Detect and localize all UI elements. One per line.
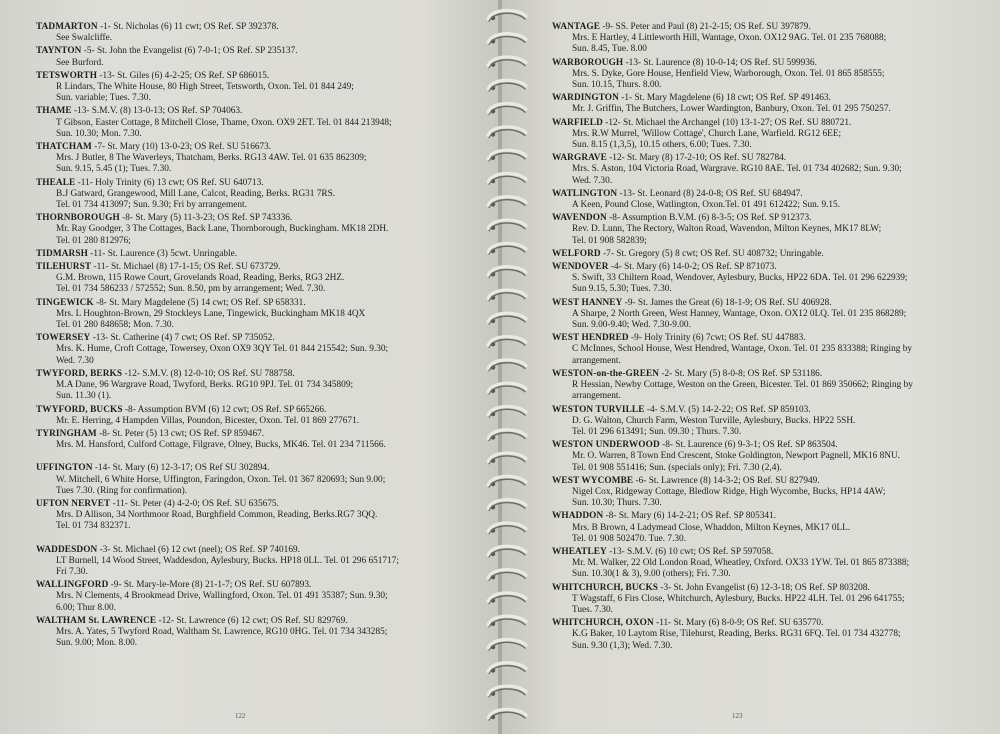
entry-heading [552, 511, 992, 522]
tower-name: WALTHAM St. LAWRENCE [36, 615, 157, 626]
spiral-ring [488, 57, 526, 68]
directory-entry [36, 545, 476, 579]
entry-heading [36, 22, 476, 33]
spiral-ring [488, 127, 526, 138]
contact-line: LT Burnell, 14 Wood Street, Waddesdon, Aylesbury, Bucks. HP18 0LL. Tel. 01 296 651717; [56, 555, 399, 566]
tower-name: UFFINGTON [36, 463, 93, 474]
contact-line: Sun. 10.30(1 & 3), 9.00 (others); Fri. 7.30. [572, 569, 731, 580]
contact-line: Mrs. R.W Murrel, 'Willow Cottage', Church Lane, Warfield. RG12 6EE; [572, 128, 842, 139]
contact-line: T Gibson, Easter Cottage, 8 Mitchell Close, Thame, Oxon. OX9 2ET. Tel. 01 844 213948; [56, 117, 392, 128]
directory-entry [552, 118, 992, 152]
entry-heading [552, 22, 992, 33]
entry-heading [552, 118, 992, 129]
spiral-ring [488, 639, 526, 650]
tower-details: -1- St. Mary Magdelene (6) 18 cwt; OS Ref. SP 491463. [618, 93, 831, 104]
contact-line: 6.00; Thur 8.00. [56, 602, 116, 613]
contact-line: Tel. 01 280 848658; Mon. 7.30. [56, 320, 174, 331]
directory-entry [36, 46, 476, 68]
contact-line: B.J Gatward, Grangewood, Mill Lane, Calcot, Reading, Berks. RG31 7RS. [56, 188, 336, 199]
entry-heading [552, 369, 992, 380]
tower-details: -4- St. Mary (6) 14-0-2; OS Ref. SP 871073. [608, 262, 777, 273]
spiral-ring [488, 430, 526, 441]
contact-line: Tel. 01 908 551416; Sun. (specials only); Fri. 7.30 (2,4). [572, 462, 782, 473]
contact-line: Tues 7.30. (Ring for confirmation). [56, 485, 188, 496]
tower-name: WENDOVER [552, 262, 609, 273]
entry-heading [36, 142, 476, 153]
left-page [0, 0, 498, 734]
tower-details: -11- Holy Trinity (6) 13 cwt; OS Ref. SU 640713. [75, 177, 264, 188]
contact-line: Mr. Ray Goodger, 3 The Cottages, Back Lane, Thornborough, Buckingham. MK18 2DH. [56, 224, 389, 235]
contact-line: Mrs. E Hartley, 4 Littleworth Hill, Wantage, Oxon. OX12 9AG. Tel. 01 235 768088; [572, 33, 887, 44]
contact-line: Sun. 9.30 (1,3); Wed. 7.30. [572, 640, 673, 651]
spiral-ring [488, 546, 526, 557]
tower-details: -8- St. Peter (5) 13 cwt; OS Ref. SP 859467. [96, 428, 265, 439]
contact-line: D. G. Walton, Church Farm, Weston Turville, Aylesbury, Bucks. HP22 5SH. [572, 415, 856, 426]
entry-heading [552, 262, 992, 273]
contact-line: T Wagstaff, 6 Firs Close, Whitchurch, Aylesbury, Bucks. HP22 4LH. Tel. 01 296 641755; [572, 593, 905, 604]
spiral-ring [488, 523, 526, 534]
directory-entry [36, 499, 476, 533]
tower-details: -9- St. Mary-le-More (8) 21-1-7; OS Ref. SU 607893. [108, 580, 312, 591]
tower-name: WELFORD [552, 248, 601, 259]
contact-line: Mrs. S. Dyke, Gore House, Henfield View, Warborough, Oxon. Tel. 01 865 858555; [572, 68, 885, 79]
tower-name: TILEHURST [36, 262, 92, 273]
directory-entry [552, 618, 992, 652]
entry-heading [36, 405, 476, 416]
contact-line: Sun. 9.00; Mon. 8.00. [56, 638, 138, 649]
directory-entry [36, 262, 476, 296]
contact-line: R Lindars, The White House, 80 High Street, Tetsworth, Oxon. Tel. 01 844 249; [56, 82, 354, 93]
tower-name: WHEATLEY [552, 546, 607, 557]
contact-line: Mr. O. Warren, 8 Town End Crescent, Stoke Goldington, Newport Pagnell, MK16 8NU. [572, 451, 901, 462]
spiral-ring [488, 663, 526, 674]
contact-line: R Hessian, Newby Cottage, Weston on the Green, Bicester. Tel. 01 869 350662; Ringing by [572, 380, 913, 391]
spiral-ring [488, 104, 526, 115]
directory-entry [552, 213, 992, 247]
spiral-ring [488, 337, 526, 348]
contact-line: Mrs. D Allison, 34 Northmoor Road, Burghfield Common, Reading, Berks.RG7 3QQ. [56, 510, 378, 521]
entry-heading [36, 46, 476, 57]
tower-details: -8- St. Laurence (6) 9-3-1; OS Ref. SP 863504. [659, 440, 838, 451]
tower-name: TETSWORTH [36, 70, 98, 81]
tower-name: TADMARTON [36, 22, 98, 32]
spiral-ring [488, 34, 526, 45]
tower-name: WANTAGE [552, 22, 601, 32]
contact-line: Wed. 7.30. [572, 175, 613, 186]
spiral-ring [488, 313, 526, 324]
directory-entry [552, 249, 992, 260]
directory-entry [552, 440, 992, 474]
contact-line: Sun. 8.15 (1,3,5), 10.15 others, 6.00; Tues. 7.30. [572, 140, 752, 151]
contact-line: Mr. E. Herring, 4 Hampden Villas, Poundon, Bicester, Oxon. Tel. 01 869 277671. [56, 415, 360, 426]
spiral-ring [488, 406, 526, 417]
directory-entry [552, 511, 992, 545]
tower-details: -8- St. Mary (6) 14-2-21; OS Ref. SP 805341. [603, 511, 777, 522]
tower-details: -13- St. Leonard (8) 24-0-8; OS Ref. SU 684947. [617, 188, 803, 199]
directory-entry [552, 298, 992, 332]
spiral-ring [488, 476, 526, 487]
entry-heading [552, 298, 992, 309]
spiral-ring [488, 686, 526, 697]
tower-details: -5- St. John the Evangelist (6) 7-0-1; OS Ref. SP 235137. [81, 46, 298, 57]
left-page-number: 122 [235, 712, 246, 720]
tower-details: -14- St. Mary (6) 12-3-17; OS Ref SU 302894. [92, 463, 270, 474]
tower-details: -3- St. John Evangelist (6) 12-3-18; OS Ref. SP 803208. [658, 582, 870, 593]
directory-entry [36, 616, 476, 650]
contact-line: A Keen, Pound Close, Watlington, Oxon.Tel. 01 491 612422; Sun. 9.15. [572, 200, 841, 211]
directory-entry [552, 262, 992, 296]
directory-entry [552, 93, 992, 115]
contact-line: M.A Dane, 96 Wargrave Road, Twyford, Berks. RG10 9PJ. Tel. 01 734 345809; [56, 380, 354, 391]
tower-details: -12- S.M.V. (8) 12-0-10; OS Ref. SU 788758. [122, 368, 295, 379]
contact-line: Tel. 01 734 413097; Sun. 9.30; Fri by arrangement. [56, 200, 247, 211]
contact-line: Sun. 10.30; Mon. 7.30. [56, 128, 142, 139]
contact-line: Sun. variable; Tues. 7.30. [56, 93, 151, 104]
left-page-entries [36, 22, 476, 651]
entry-heading [36, 71, 476, 82]
tower-details: -13- St. Catherine (4) 7 cwt; OS Ref. SP 735052. [90, 333, 275, 344]
tower-name: WHITCHURCH, OXON [552, 618, 654, 629]
tower-name: WHADDON [552, 511, 604, 522]
directory-entry [36, 405, 476, 427]
directory-entry [36, 178, 476, 212]
directory-entry [552, 22, 992, 56]
contact-line: Sun. 8.45, Tue. 8.00 [572, 44, 647, 55]
tower-name: WATLINGTON [552, 188, 618, 199]
entry-heading [552, 618, 992, 629]
entry-heading [552, 333, 992, 344]
tower-name: WESTON UNDERWOOD [552, 440, 660, 451]
entry-heading [36, 429, 476, 440]
directory-entry [36, 333, 476, 367]
section-gap [36, 535, 476, 545]
spiral-ring [488, 709, 526, 720]
tower-details: -12- St. Lawrence (6) 12 cwt; OS Ref. SU 829769. [156, 615, 348, 626]
tower-name: TINGEWICK [36, 297, 94, 308]
contact-line: Sun. 9.00-9.40; Wed. 7.30-9.00. [572, 320, 691, 331]
contact-line: Wed. 7.30 [56, 355, 94, 366]
tower-name: THATCHAM [36, 142, 92, 153]
tower-name: WARFIELD [552, 117, 603, 128]
tower-name: WARGRAVE [552, 153, 607, 164]
tower-name: WESTON-on-the-GREEN [552, 368, 660, 379]
tower-name: WAVENDON [552, 213, 607, 224]
tower-details: -11- St. Peter (4) 4-2-0; OS Ref. SU 635675. [110, 498, 279, 509]
contact-line: Mr. J. Griffin, The Butchers, Lower Wardington, Banbury, Oxon. Tel. 01 295 750257. [572, 104, 891, 115]
directory-entry [36, 298, 476, 332]
contact-line: Tel. 01 734 832371. [56, 521, 131, 532]
contact-line: K.G Baker, 10 Laytom Rise, Tilehurst, Reading, Berks. RG31 6FQ. Tel. 01 734 432778; [572, 629, 901, 640]
spiral-ring [488, 383, 526, 394]
right-page-entries [552, 22, 992, 654]
entry-heading [552, 249, 992, 260]
tower-details: -1- St. Nicholas (6) 11 cwt; OS Ref. SP 392378. [97, 22, 279, 32]
entry-heading [552, 189, 992, 200]
spiral-ring [488, 10, 526, 21]
tower-name: TYRINGHAM [36, 428, 97, 439]
tower-details: -8- St. Mary (5) 11-3-23; OS Ref. SP 743336. [119, 213, 293, 224]
entry-heading [36, 262, 476, 273]
contact-line: Mrs. M. Hansford, Culford Cottage, Filgrave, Olney, Bucks, MK46. Tel. 01 234 711566. [56, 440, 386, 451]
tower-details: -6- St. Lawrence (8) 14-3-2; OS Ref. SU 827949. [633, 475, 820, 486]
entry-heading [36, 616, 476, 627]
entry-heading [552, 58, 992, 69]
tower-details: -8- St. Mary Magdelene (5) 14 cwt; OS Ref. SP 658331. [93, 297, 306, 308]
tower-name: TWYFORD, BUCKS [36, 404, 123, 415]
contact-line: W. Mitchell, 6 White Horse, Uffington, Faringdon, Oxon. Tel. 01 367 820693; Sun 9.00; [56, 474, 386, 485]
contact-line: Tues. 7.30. [572, 604, 613, 615]
contact-line: Rev. D. Lunn, The Rectory, Walton Road, Wavendon, Milton Keynes, MK17 8LW; [572, 224, 882, 235]
contact-line: Fri 7.30. [56, 566, 88, 577]
contact-line: Tel. 01 296 613491; Sun. 09.30 ; Thurs. 7.30. [572, 426, 742, 437]
contact-line: arrangement. [572, 391, 621, 402]
tower-name: WEST HENDRED [552, 333, 629, 344]
tower-name: WESTON TURVILLE [552, 404, 645, 415]
tower-name: WHITCHURCH, BUCKS [552, 582, 659, 593]
tower-name: WARDINGTON [552, 93, 619, 104]
contact-line: Tel. 01 908 502470. Tue. 7.30. [572, 533, 687, 544]
contact-line: Tel. 01 734 586233 / 572552; Sun. 8.50, pm by arrangement; Wed. 7.30. [56, 284, 326, 295]
tower-details: -7- St. Mary (10) 13-0-23; OS Ref. SU 516673. [91, 142, 272, 153]
entry-heading [36, 369, 476, 380]
tower-name: TAYNTON [36, 46, 82, 57]
directory-entry [552, 333, 992, 367]
contact-line: Mrs. B Brown, 4 Ladymead Close, Whaddon, Milton Keynes, MK17 0LL. [572, 522, 851, 533]
tower-name: WARBOROUGH [552, 57, 624, 68]
spiral-ring [488, 500, 526, 511]
entry-heading [36, 106, 476, 117]
contact-line: Sun 9.15, 5.30; Tues. 7.30. [572, 284, 672, 295]
contact-line: Mr. M. Walker, 22 Old London Road, Wheatley, Oxford. OX33 1YW. Tel. 01 865 873388; [572, 558, 910, 569]
spiral-ring [488, 360, 526, 371]
contact-line: Sun. 9.15, 5.45 (1); Tues. 7.30. [56, 164, 172, 175]
directory-entry [552, 476, 992, 510]
tower-name: TWYFORD, BERKS [36, 368, 123, 379]
entry-heading [36, 463, 476, 474]
tower-details: -13- S.M.V. (6) 10 cwt; OS Ref. SP 597058. [606, 546, 774, 557]
directory-entry [36, 142, 476, 176]
contact-line: Mrs. A. Yates, 5 Twyford Road, Waltham St. Lawrence, RG10 0HG. Tel. 01 734 343285; [56, 626, 388, 637]
tower-details: -9- St. James the Great (6) 18-1-9; OS Ref. SU 406928. [622, 297, 832, 308]
entry-heading [36, 249, 476, 260]
tower-name: THORNBOROUGH [36, 213, 120, 224]
directory-entry [36, 463, 476, 497]
tower-details: -8- Assumption B.V.M. (6) 8-3-5; OS Ref. SP 912373. [606, 213, 812, 224]
directory-entry [552, 189, 992, 211]
contact-line: Mrs. L Houghton-Brown, 29 Stockleys Lane, Tingewick, Buckingham MK18 4QX [56, 308, 366, 319]
tower-details: -12- St. Mary (8) 17-2-10; OS Ref. SU 782784. [606, 153, 787, 164]
contact-line: A Sharpe, 2 North Green, West Hanney, Wantage, Oxon. OX12 0LQ. Tel. 01 235 868289; [572, 308, 907, 319]
contact-line: See Swalcliffe. [56, 33, 113, 44]
contact-line: Sun. 11.30 (1). [56, 391, 112, 402]
entry-heading [552, 93, 992, 104]
directory-entry [552, 583, 992, 617]
contact-line: arrangement. [572, 355, 621, 366]
entry-heading [36, 499, 476, 510]
tower-name: WEST HANNEY [552, 297, 623, 308]
entry-heading [36, 545, 476, 556]
spiral-ring [488, 570, 526, 581]
spiral-ring [488, 197, 526, 208]
entry-heading [36, 298, 476, 309]
entry-heading [36, 333, 476, 344]
tower-details: -2- St. Mary (5) 8-0-8; OS Ref. SP 531186. [659, 368, 823, 379]
tower-details: -4- S.M.V. (5) 14-2-22; OS Ref. SP 859103. [644, 404, 811, 415]
contact-line: C McInnes, School House, West Hendred, Wantage, Oxon. Tel. 01 235 833388; Ringing by [572, 344, 912, 355]
spiral-ring [488, 150, 526, 161]
spiral-ring [488, 267, 526, 278]
tower-details: -13- S.M.V. (8) 13-0-13; OS Ref. SP 704063. [71, 106, 243, 117]
spiral-ring [488, 593, 526, 604]
tower-name: THAME [36, 106, 72, 117]
contact-line: S. Swift, 33 Chiltern Road, Wendover, Aylesbury, Bucks, HP22 6DA. Tel. 01 296 622939; [572, 273, 908, 284]
entry-heading [552, 213, 992, 224]
entry-heading [552, 547, 992, 558]
spiral-binding [484, 0, 530, 734]
spiral-ring [488, 80, 526, 91]
tower-details: -9- Holy Trinity (6) 7cwt; OS Ref. SU 447883. [628, 333, 806, 344]
contact-line: Tel. 01 908 582839; [572, 235, 647, 246]
tower-details: -3- St. Michael (6) 12 cwt (neel); OS Ref. SP 740169. [97, 544, 300, 555]
tower-details: -13- St. Giles (6) 4-2-25; OS Ref. SP 686015. [97, 70, 270, 81]
tower-details: -12- St. Michael the Archangel (10) 13-1-27; OS Ref. SU 880721. [602, 117, 852, 128]
directory-entry [36, 22, 476, 44]
tower-details: -13- St. Laurence (8) 10-0-14; OS Ref. SU 599936. [623, 57, 817, 68]
directory-entry [552, 405, 992, 439]
directory-entry [36, 249, 476, 260]
contact-line: Nigel Cox, Ridgeway Cottage, Bledlow Ridge, High Wycombe, Bucks, HP14 4AW; [572, 486, 886, 497]
tower-name: TIDMARSH [36, 248, 88, 259]
right-page [502, 0, 1000, 734]
contact-line: See Burford. [56, 57, 104, 68]
directory-entry [36, 213, 476, 247]
tower-details: -8- Assumption BVM (6) 12 cwt; OS Ref. SP 665266. [122, 404, 327, 415]
entry-heading [36, 178, 476, 189]
entry-heading [552, 405, 992, 416]
tower-details: -11- St. Laurence (3) 5cwt. Unringable. [87, 248, 238, 259]
contact-line: Sun. 10.30; Thurs. 7.30. [572, 498, 662, 509]
tower-details: -11- St. Mary (6) 8-0-9; OS Ref. SU 635770. [653, 618, 824, 629]
contact-line: Mrs. S. Aston, 104 Victoria Road, Wargrave. RG10 8AE. Tel. 01 734 402682; Sun. 9.30; [572, 164, 902, 175]
spiral-ring [488, 290, 526, 301]
contact-line: Mrs. J Butler, 8 The Waverleys, Thatcham, Berks. RG13 4AW. Tel. 01 635 862309; [56, 153, 367, 164]
entry-heading [36, 580, 476, 591]
tower-name: THEALE [36, 177, 76, 188]
directory-entry [552, 547, 992, 581]
tower-name: WALLINGFORD [36, 580, 109, 591]
contact-line: Sun. 10.15, Thurs. 8.00. [572, 80, 662, 91]
tower-name: TOWERSEY [36, 333, 91, 344]
entry-heading [552, 583, 992, 594]
contact-line: Mrs. K. Hume, Croft Cottage, Towersey, Oxon OX9 3QY Tel. 01 844 215542; Sun. 9.30; [56, 344, 389, 355]
directory-entry [552, 369, 992, 403]
directory-entry [36, 106, 476, 140]
tower-name: WEST WYCOMBE [552, 475, 634, 486]
entry-heading [552, 153, 992, 164]
directory-entry [36, 71, 476, 105]
contact-line: Tel. 01 280 812976; [56, 235, 131, 246]
tower-details: -9- SS. Peter and Paul (8) 21-2-15; OS Ref. SU 397879. [600, 22, 811, 32]
tower-details: -7- St. Gregory (5) 8 cwt; OS Ref. SU 408732; Unringable. [600, 248, 824, 259]
spiral-ring [488, 453, 526, 464]
entry-heading [36, 213, 476, 224]
spiral-ring [488, 220, 526, 231]
directory-entry [36, 580, 476, 614]
contact-line: Mrs. N Clements, 4 Brookmead Drive, Wallingford, Oxon. Tel. 01 491 35387; Sun. 9.30; [56, 591, 388, 602]
spiral-ring [488, 243, 526, 254]
entry-heading [552, 440, 992, 451]
tower-details: -11- St. Michael (8) 17-1-15; OS Ref. SU 673729. [91, 262, 281, 273]
directory-entry [36, 369, 476, 403]
spiral-ring [488, 173, 526, 184]
entry-heading [552, 476, 992, 487]
directory-entry [36, 429, 476, 451]
tower-name: WADDESDON [36, 544, 98, 555]
tower-name: UFTON NERVET [36, 498, 111, 509]
spiral-ring [488, 616, 526, 627]
right-page-number: 123 [732, 712, 743, 720]
section-gap [36, 453, 476, 463]
directory-entry [552, 58, 992, 92]
contact-line: G.M. Brown, 115 Rowe Court, Grovelands Road, Reading, Berks, RG3 2HZ. [56, 273, 345, 284]
directory-entry [552, 153, 992, 187]
